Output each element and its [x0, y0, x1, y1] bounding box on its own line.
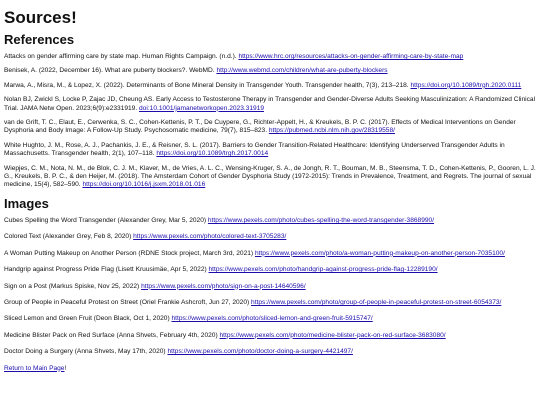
references-heading: References [4, 32, 75, 47]
image-credit-link[interactable]: https://www.pexels.com/photo/colored-text-3705283/ [133, 233, 287, 241]
image-credit-item [4, 299, 536, 307]
image-credit-link[interactable]: https://www.pexels.com/photo/cubes-spelling-the-word-transgender-3868990/ [207, 216, 435, 224]
page-title: Sources! [4, 8, 77, 27]
reference-text: White Hughto, J. M., Rose, A. J., Pachankis, J. E., & Reisner, S. L. (2017). Barriers to Gender Transition-Related Healthcare: Identifying Underserved Transgender Adults in Massachusetts. Transgender health, 2(1), 107–118. [4, 141, 505, 158]
image-credit-link[interactable]: https://www.pexels.com/photo/sliced-lemon-and-green-fruit-5915747/ [171, 315, 373, 323]
image-credit-item [4, 332, 536, 340]
reference-text: Marwa, A., Misra, M., & Lopez, X. (2022). Determinants of Bone Mineral Density in Transgender Youth. Transgender health, 7(3), 213–218. [4, 81, 411, 89]
image-credit-text: Cubes Spelling the Word Transgender (Alexander Grey, Mar 5, 2020) [4, 216, 208, 224]
reference-item [4, 119, 536, 136]
images-heading: Images [4, 195, 49, 211]
reference-link[interactable]: https://doi.org/10.1089/trgh.2017.0014 [156, 150, 269, 158]
reference-link[interactable]: https://pubmed.ncbi.nlm.nih.gov/28319558/ [268, 127, 395, 135]
reference-text: Benisek, A. (2022, December 16). What are puberty blockers?. WebMD. [4, 67, 217, 75]
reference-text: Wiepjes, C. M., Nota, N. M., de Blok, C. J. M., Klaver, M., de Vries, A. L. C., Wensing-Kruger, S. A., de Jongh, R. T., Bouman, M. B., Steensma, T. D., Cohen-Kettenis, P., Gooren, L. J. G., Kreukels, B. P. C., & den Heijer, M. (2018). The Amsterdam Cohort of Gender Dysphoria Study (1972-2015): Trends in Prevalence, Treatment, and Regrets. The journal of sexual medicine, 15(4), 582–590. [4, 164, 536, 189]
return-line [4, 365, 536, 373]
image-credit-text: Handgrip against Progress Pride Flag (Lisett Kruusimäe, Apr 5, 2022) [4, 266, 209, 274]
reference-item [4, 142, 536, 159]
image-credit-link[interactable]: https://www.pexels.com/photo/handgrip-against-progress-pride-flag-12289190/ [208, 266, 438, 274]
reference-link[interactable]: http://www.webmd.com/children/what-are-puberty-blockers [216, 67, 388, 75]
image-credit-text: A Woman Putting Makeup on Another Person (RDNE Stock project, March 3rd, 2021) [4, 249, 255, 257]
image-credit-link[interactable]: https://www.pexels.com/photo/group-of-people-in-peaceful-protest-on-street-6054373/ [251, 298, 502, 306]
image-credit-item [4, 233, 536, 241]
reference-item [4, 82, 536, 90]
reference-item [4, 53, 536, 61]
image-credit-item [4, 266, 536, 274]
image-credit-link[interactable]: https://www.pexels.com/photo/a-woman-putting-makeup-on-another-person-7035100/ [254, 249, 505, 257]
reference-text: Attacks on gender affirming care by state map. Human Rights Campaign. (n.d.). [4, 53, 239, 60]
images-list [4, 217, 536, 357]
reference-item [4, 67, 536, 75]
image-credit-link[interactable]: https://www.pexels.com/photo/medicine-blister-pack-on-red-surface-3683080/ [219, 331, 446, 339]
reference-item [4, 165, 536, 190]
image-credit-link[interactable]: https://www.pexels.com/photo/doctor-doing-a-surgery-4421497/ [167, 348, 353, 356]
image-credit-text: Group of People in Peaceful Protest on Street (Oriel Frankie Ashcroft, Jun 27, 2020) [4, 298, 252, 306]
return-to-main-link[interactable]: Return to Main Page [4, 364, 65, 372]
reference-text: Nolan BJ, Zwickl S, Locke P, Zajac JD, Cheung AS. Early Access to Testosterone Therapy in Transgender and Gender-Diverse Adults Seeking Masculinization: A Randomized Clinical Trial. JAMA Netw Open. 2023;6(9):e2331919. [4, 96, 536, 112]
image-credit-item [4, 250, 536, 258]
image-credit-text: Colored Text (Alexander Grey, Feb 8, 2020) [4, 233, 134, 241]
reference-link[interactable]: doi:10.1001/jamanetworkopen.2023.31919 [139, 104, 265, 112]
reference-item [4, 96, 536, 113]
image-credit-text: Doctor Doing a Surgery (Anna Shvets, May 17th, 2020) [4, 348, 168, 356]
image-credit-item [4, 315, 536, 323]
reference-link[interactable]: https://doi.org/10.1089/trgh.2020.0111 [410, 81, 522, 89]
reference-text: van de Grift, T. C., Elaut, E., Cerwenka, S. C., Cohen-Kettenis, P. T., De Cuypere, G., Richter-Appelt, H., & Kreukels, B. P. C. (2017). Effects of Medical Interventions on Gender Dysphoria and Body Image: A Follow-Up Study. Psychosomatic medicine, 79(7), 815–823. [4, 119, 516, 135]
image-credit-text: Sliced Lemon and Green Fruit (Deon Black, Oct 1, 2020) [4, 315, 172, 323]
image-credit-text: Medicine Blister Pack on Red Surface (Anna Shvets, February 4th, 2020) [4, 331, 220, 339]
image-credit-item [4, 217, 536, 225]
reference-link[interactable]: https://doi.org/10.1016/j.jsxm.2018.01.016 [82, 181, 206, 189]
image-credit-item [4, 348, 536, 356]
image-credit-item [4, 283, 536, 291]
image-credit-text: Sign on a Post (Markus Spiske, Nov 25, 2022) [4, 282, 142, 290]
references-list [4, 53, 536, 190]
image-credit-link[interactable]: https://www.pexels.com/photo/sign-on-a-post-14640596/ [141, 282, 306, 290]
reference-link[interactable]: https://www.hrc.org/resources/attacks-on-gender-affirming-care-by-state-map [238, 53, 464, 60]
return-suffix: ! [64, 364, 67, 372]
